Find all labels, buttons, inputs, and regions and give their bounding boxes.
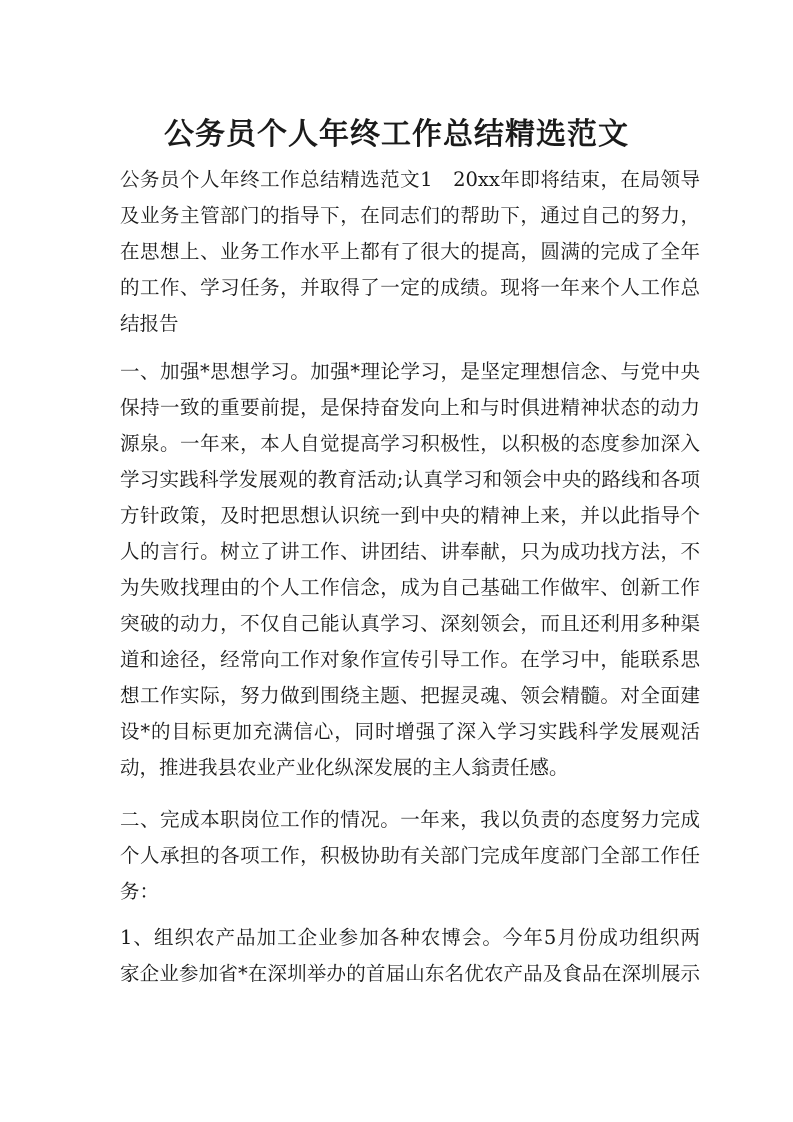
text-line: 人的言行。树立了讲工作、讲团结、讲奉献，只为成功找方法，不 — [120, 540, 700, 563]
text-line: 一、加强*思想学习。加强*理论学习，是坚定理想信念、与党中央 — [120, 360, 700, 383]
text-line: 及业务主管部门的指导下，在同志们的帮助下，通过自己的努力， — [120, 204, 700, 227]
document-title: 公务员个人年终工作总结精选范文 — [164, 117, 629, 153]
text-line: 设*的目标更加充满信心，同时增强了深入学习实践科学发展观活 — [120, 720, 700, 743]
text-line: 突破的动力，不仅自己能认真学习、深刻领会，而且还利用多种渠 — [120, 612, 700, 635]
text-line: 二、完成本职岗位工作的情况。一年来，我以负责的态度努力完成 — [120, 808, 700, 831]
paragraph-section-two — [120, 802, 700, 910]
paragraph-section-one — [120, 354, 700, 786]
text-line: 在思想上、业务工作水平上都有了很大的提高，圆满的完成了全年 — [120, 240, 700, 263]
paragraph-intro — [120, 162, 700, 342]
text-line: 学习实践科学发展观的教育活动;认真学习和领会中央的路线和各项 — [120, 468, 700, 491]
paragraph-item-one — [120, 920, 700, 992]
text-line: 想工作实际，努力做到围绕主题、把握灵魂、领会精髓。对全面建 — [120, 684, 700, 707]
text-line: 个人承担的各项工作，积极协助有关部门完成年度部门全部工作任 — [120, 844, 700, 867]
text-line: 道和途径，经常向工作对象作宣传引导工作。在学习中，能联系思 — [120, 648, 700, 671]
text-line: 务： — [120, 880, 160, 903]
text-line: 1、组织农产品加工企业参加各种农博会。今年5月份成功组织两 — [120, 926, 700, 949]
text-line: 的工作、学习任务，并取得了一定的成绩。现将一年来个人工作总 — [120, 276, 700, 299]
text-line: 保持一致的重要前提，是保持奋发向上和与时俱进精神状态的动力 — [120, 396, 700, 419]
text-line: 结报告 — [120, 312, 179, 335]
text-line: 为失败找理由的个人工作信念，成为自己基础工作做牢、创新工作 — [120, 576, 700, 599]
text-line: 动，推进我县农业产业化纵深发展的主人翁责任感。 — [120, 756, 569, 779]
text-line: 源泉。一年来，本人自觉提高学习积极性，以积极的态度参加深入 — [120, 432, 700, 455]
text-line: 公务员个人年终工作总结精选范文1 20xx年即将结束，在局领导 — [120, 168, 700, 191]
text-line: 方针政策，及时把思想认识统一到中央的精神上来，并以此指导个 — [120, 504, 700, 527]
text-line: 家企业参加省*在深圳举办的首届山东名优农产品及食品在深圳展示 — [120, 962, 700, 985]
